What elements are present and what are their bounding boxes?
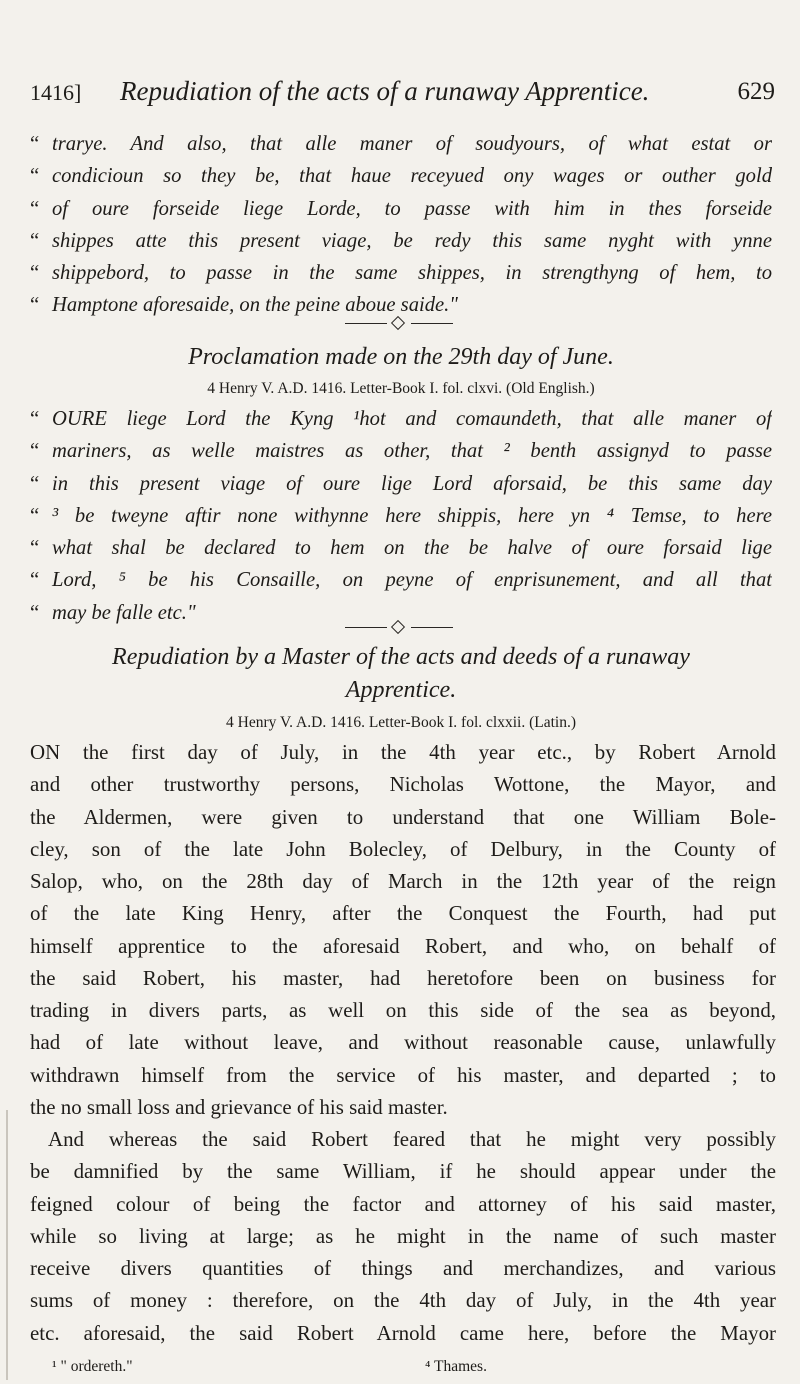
repudiation-title-line1: Repudiation by a Master of the acts and deeds of a runaway	[112, 644, 690, 670]
text-line: himself apprentice to the aforesaid Robert, and who, on behalf of	[30, 933, 776, 958]
text-line: “ what shal be declared to hem on the be halve of oure forsaid lige	[30, 537, 772, 560]
section-divider	[345, 318, 453, 330]
footnote-1: ¹ " ordereth."	[52, 1358, 133, 1375]
header-year: 1416]	[30, 80, 82, 105]
header-title: Repudiation of the acts of a runaway Apprentice.	[120, 76, 650, 106]
text-line: ON the first day of July, in the 4th year etc., by Robert Arnold	[30, 740, 776, 764]
text-line: the Aldermen, were given to understand that one William Bole-	[30, 804, 776, 829]
proclamation-title: Proclamation made on the 29th day of June.	[188, 344, 614, 370]
text-line: “ condicioun so they be, that haue receyued ony wages or outher gold	[30, 165, 772, 188]
text-line: and other trustworthy persons, Nicholas Wottone, the Mayor, and	[30, 772, 776, 797]
text-line: etc. aforesaid, the said Robert Arnold came here, before the Mayor	[30, 1320, 776, 1345]
text-line: feigned colour of being the factor and attorney of his said master,	[30, 1191, 776, 1216]
text-line: trading in divers parts, as well on this side of the sea as beyond,	[30, 998, 776, 1022]
repudiation-text	[30, 736, 776, 1349]
text-line: cley, son of the late John Bolecley, of Delbury, in the County of	[30, 836, 776, 861]
page-number: 629	[737, 78, 775, 105]
text-line: “ mariners, as welle maistres as other, that ² benth assignyd to passe	[30, 440, 772, 463]
text-line: sums of money : therefore, on the 4th day of July, in the 4th year	[30, 1288, 776, 1313]
text-line: “ OURE liege Lord the Kyng ¹hot and comaundeth, that alle maner of	[30, 408, 772, 430]
text-line: “ shippebord, to passe in the same shippes, in strengthyng of hem, to	[30, 262, 772, 285]
repudiation-subtitle: 4 Henry V. A.D. 1416. Letter-Book I. fol. clxxii. (Latin.)	[226, 714, 576, 731]
text-line: “ may be falle etc."	[30, 601, 196, 624]
text-line: “ in this present viage of oure lige Lord aforsaid, be this same day	[30, 472, 772, 495]
scan-edge	[6, 1110, 8, 1380]
text-line: while so living at large; as he might in the name of such master	[30, 1223, 776, 1248]
text-line: receive divers quantities of things and merchandizes, and various	[30, 1256, 776, 1280]
text-line: be damnified by the same William, if he should appear under the	[30, 1159, 776, 1184]
running-header	[30, 72, 775, 112]
text-line: withdrawn himself from the service of his master, and departed ; to	[30, 1062, 776, 1087]
text-line: had of late without leave, and without reasonable cause, unlawfully	[30, 1030, 776, 1055]
text-line: Salop, who, on the 28th day of March in the 12th year of the reign	[30, 869, 776, 893]
text-line: “ Lord, ⁵ be his Consaille, on peyne of enprisunement, and all that	[30, 569, 772, 592]
text-line: of the late King Henry, after the Conquest the Fourth, had put	[30, 901, 776, 926]
opening-quotation	[30, 128, 772, 322]
proclamation-subtitle: 4 Henry V. A.D. 1416. Letter-Book I. fol. clxvi. (Old English.)	[207, 380, 595, 397]
proclamation-text	[30, 403, 772, 629]
repudiation-title-line2: Apprentice.	[345, 677, 457, 703]
text-line: “ shippes atte this present viage, be redy this same nyght with ynne	[30, 229, 772, 252]
footnote-4: ⁴ Thames.	[425, 1358, 487, 1375]
text-line: “ of oure forseide liege Lorde, to passe with him in thes forseide	[30, 197, 772, 220]
text-line: “ trarye. And also, that alle maner of soudyours, of what estat or	[30, 133, 772, 155]
section-divider	[345, 622, 453, 634]
text-line: “ Hamptone aforesaide, on the peine aboue saide."	[30, 294, 458, 317]
text-line: “ ³ be tweyne aftir none withynne here shippis, here yn ⁴ Temse, to here	[30, 504, 772, 527]
text-line: the no small loss and grievance of his said master.	[30, 1094, 448, 1119]
text-line: the said Robert, his master, had heretofore been on business for	[30, 965, 776, 990]
text-line: And whereas the said Robert feared that he might very possibly	[48, 1127, 776, 1151]
